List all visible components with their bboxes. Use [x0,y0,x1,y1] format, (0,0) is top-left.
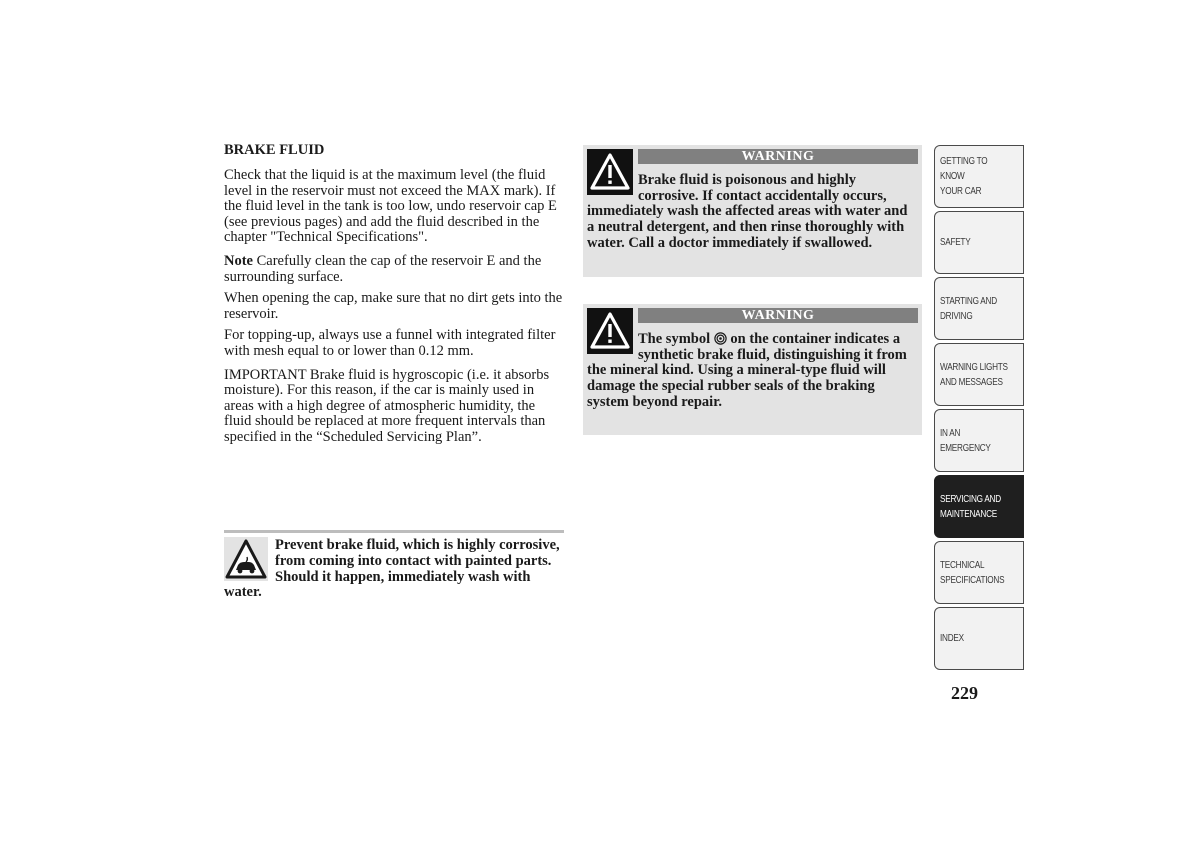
tab-technical-specifications[interactable]: TECHNICAL SPECIFICATIONS [934,541,1024,604]
warning-box-poison [583,145,922,277]
tab-getting-to-know[interactable]: GETTING TO KNOW YOUR CAR [934,145,1024,208]
paragraph-topping-up: For topping-up, always use a funnel with integrated filter with mesh equal to or lower than 0.12 mm. [224,327,556,359]
tab-starting-driving[interactable]: STARTING AND DRIVING [934,277,1024,340]
synthetic-fluid-symbol-icon [714,332,727,345]
paragraph-important: IMPORTANT Brake fluid is hygroscopic (i.e. it absorbs moisture). For this reason, if the car is mainly used in areas with a high degree of atmospheric humidity, the fluid should be replaced at more frequent intervals than specified in the “Scheduled Servicing Plan”. [224,366,550,445]
left-column [224,142,564,452]
environment-note-text: Prevent brake fluid, which is highly corrosive, from coming into contact with painted parts. Should it happen, immediately wash with water. [224,537,560,601]
environment-note [224,538,564,601]
warning-text: Brake fluid is poisonous and highly corrosive. If contact accidentally occurs, immediately wash the affected areas with water and a neutral detergent, and then rinse thoroughly with water. Call a doctor immediately if swallowed. [587,172,908,251]
note-label: Note [224,252,253,269]
tab-safety[interactable]: SAFETY [934,211,1024,274]
note-text: Carefully clean the cap of the reservoir E and the surrounding surface. [224,252,542,285]
tab-warning-lights[interactable]: WARNING LIGHTS AND MESSAGES [934,343,1024,406]
section-title: BRAKE FLUID [224,142,325,158]
divider-rule [224,530,564,533]
warning-text: The symbol on the container indicates a synthetic brake fluid, distinguishing it from the mineral kind. Using a mineral-type fluid will damage the special rubber seals of the braking system beyond repair. [587,331,907,410]
paragraph-note [224,254,564,285]
paragraph-level-check: Check that the liquid is at the maximum level (the fluid level in the reservoir must not exceed the MAX mark). If the fluid level in the tank is too low, undo reservoir cap E (see previous pages) and add the fluid described in the chapter "Technical Specifications". [224,167,557,246]
warning-header: WARNING [638,149,918,164]
page-number: 229 [951,683,978,703]
warning-box-synthetic-fluid [583,304,922,435]
paragraph-opening-cap: When opening the cap, make sure that no dirt gets into the reservoir. [224,290,563,322]
chapter-tabs [934,145,1024,673]
warning-header: WARNING [638,308,918,323]
tab-index[interactable]: INDEX [934,607,1024,670]
tab-servicing-maintenance[interactable]: SERVICING AND MAINTENANCE [934,475,1024,538]
tab-emergency[interactable]: IN AN EMERGENCY [934,409,1024,472]
